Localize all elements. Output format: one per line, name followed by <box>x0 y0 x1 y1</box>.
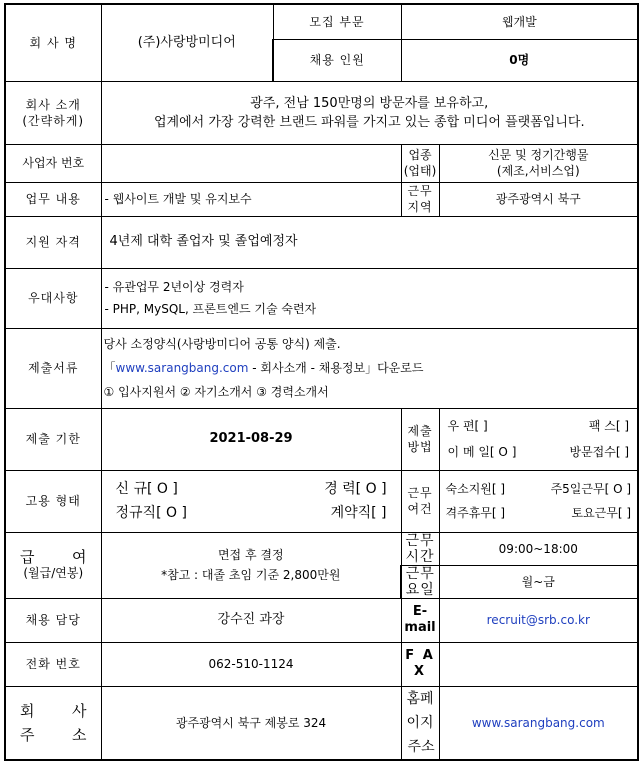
fax <box>439 642 638 686</box>
manager-label: 채용 담당 <box>5 598 101 642</box>
submission-method <box>439 408 638 470</box>
homepage-link[interactable]: www.sarangbang.com <box>439 686 638 760</box>
business-number-label: 사업자 번호 <box>5 144 101 182</box>
emp-new: 신 규[ O ] <box>115 481 178 497</box>
duty: - 웹사이트 개발 및 유지보수 <box>101 182 401 216</box>
deadline-label: 제출 기한 <box>5 408 101 470</box>
work-days-label: 근무 요일 <box>401 565 439 598</box>
method-fax: 팩 스[ ] <box>588 419 630 433</box>
emp-experienced: 경 력[ O ] <box>324 481 387 497</box>
qualification: 4년제 대학 졸업자 및 졸업예정자 <box>101 216 638 268</box>
work-conditions <box>439 470 638 532</box>
company-name-label: 회 사 명 <box>5 4 101 81</box>
deadline-date: 2021-08-29 <box>101 408 401 470</box>
recruit-dept: 웹개발 <box>401 4 638 39</box>
salary-label: 급 여 (월급/연봉) <box>5 532 101 598</box>
emp-contract: 계약직[ ] <box>330 505 387 521</box>
company-address: 광주광역시 북구 제봉로 324 <box>101 686 401 760</box>
company-name: (주)사랑방미디어 <box>101 4 273 81</box>
preference-label: 우대사항 <box>5 268 101 328</box>
location-label: 근무지역 <box>401 182 439 216</box>
email-label: E-mail <box>401 598 439 642</box>
qualification-label: 지원 자격 <box>5 216 101 268</box>
employment-type <box>101 470 401 532</box>
employment-type-label: 고용 형태 <box>5 470 101 532</box>
job-posting-form <box>4 3 639 761</box>
documents-url-link[interactable]: www.sarangbang.com <box>115 361 249 375</box>
work-conditions-label: 근무 여건 <box>401 470 439 532</box>
cond-saturday: 토요근무[ ] <box>571 506 632 520</box>
recruit-dept-label: 모집 부문 <box>273 4 401 39</box>
phone: 062-510-1124 <box>101 642 401 686</box>
submission-method-label: 제출 방법 <box>401 408 439 470</box>
preference: - 유관업무 2년이상 경력자 - PHP, MySQL, 프론트엔드 기술 숙련자 <box>101 268 638 328</box>
company-address-label: 회 사 주 소 <box>5 686 101 760</box>
industry-label: 업종(업태) <box>401 144 439 182</box>
location: 광주광역시 북구 <box>439 182 638 216</box>
email-link[interactable]: recruit@srb.co.kr <box>439 598 638 642</box>
manager: 강수진 과장 <box>101 598 401 642</box>
company-intro-label: 회사 소개 (간략하게) <box>5 81 101 144</box>
business-number <box>101 144 401 182</box>
cond-biweekly: 격주휴무[ ] <box>445 506 506 520</box>
phone-label: 전화 번호 <box>5 642 101 686</box>
cond-5day: 주5일근무[ O ] <box>550 482 632 496</box>
method-email: 이 메 일[ O ] <box>447 445 517 459</box>
fax-label: F A X <box>401 642 439 686</box>
method-post: 우 편[ ] <box>447 419 488 433</box>
documents: 당사 소정양식(사랑방미디어 공통 양식) 제출. 「www.sarangbang.com - 회사소개 - 채용정보」다운로드 ① 입사지원서 ② 자기소개서 ③ 경력소개서 <box>101 328 638 408</box>
method-visit: 방문접수[ ] <box>569 445 630 459</box>
duty-label: 업무 내용 <box>5 182 101 216</box>
homepage-label: 홈페이지 주 소 <box>401 686 439 760</box>
work-hours: 09:00~18:00 <box>439 532 638 565</box>
industry: 신문 및 정기간행물 (제조,서비스업) <box>439 144 638 182</box>
work-hours-label: 근무 시간 <box>401 532 439 565</box>
company-intro: 광주, 전남 150만명의 방문자를 보유하고, 업계에서 가장 강력한 브랜드 파워를 가지고 있는 종합 미디어 플랫폼입니다. <box>101 81 638 144</box>
headcount: 0명 <box>401 39 638 81</box>
salary: 면접 후 결정 *참고 : 대졸 초임 기준 2,800만원 <box>101 532 401 598</box>
emp-permanent: 정규직[ O ] <box>115 505 187 521</box>
documents-label: 제출서류 <box>5 328 101 408</box>
work-days: 월~금 <box>439 565 638 598</box>
cond-housing: 숙소지원[ ] <box>445 482 506 496</box>
headcount-label: 채용 인원 <box>273 39 401 81</box>
